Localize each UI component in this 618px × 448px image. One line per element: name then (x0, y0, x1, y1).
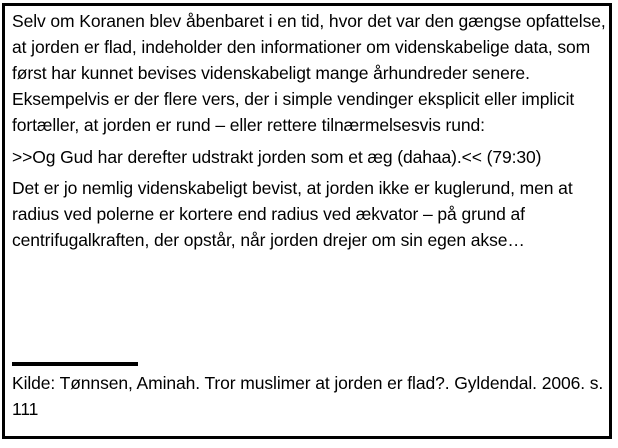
footnote-divider (12, 362, 138, 366)
intro-paragraph: Selv om Koranen blev åbenbaret i en tid, hvor det var den gængse opfattelse, at jorden er flad, indeholder den informationer om videnskabelige data, som først har kunnet bevises videnskabeligt mange århundreder senere. Eksempelvis er der flere vers, der i simple vendinger eksplicit eller implicit fortæller, at jorden er rund – eller rettere tilnærmelsesvis rund: (12, 11, 606, 135)
explanation-paragraph: Det er jo nemlig videnskabeligt bevist, at jorden ikke er kuglerund, men at radius ved polerne er kortere end radius ved ækvator – på grund af centrifugalkraften, der opstår, når jorden drejer om sin egen akse… (12, 178, 573, 250)
source-citation: Kilde: Tønnsen, Aminah. Tror muslimer at jorden er flad?. Gyldendal. 2006. s. 111 (12, 373, 604, 419)
document-body (12, 8, 610, 253)
quran-quote: >>Og Gud har derefter udstrakt jorden som et æg (dahaa).<< (79:30) (12, 147, 542, 167)
